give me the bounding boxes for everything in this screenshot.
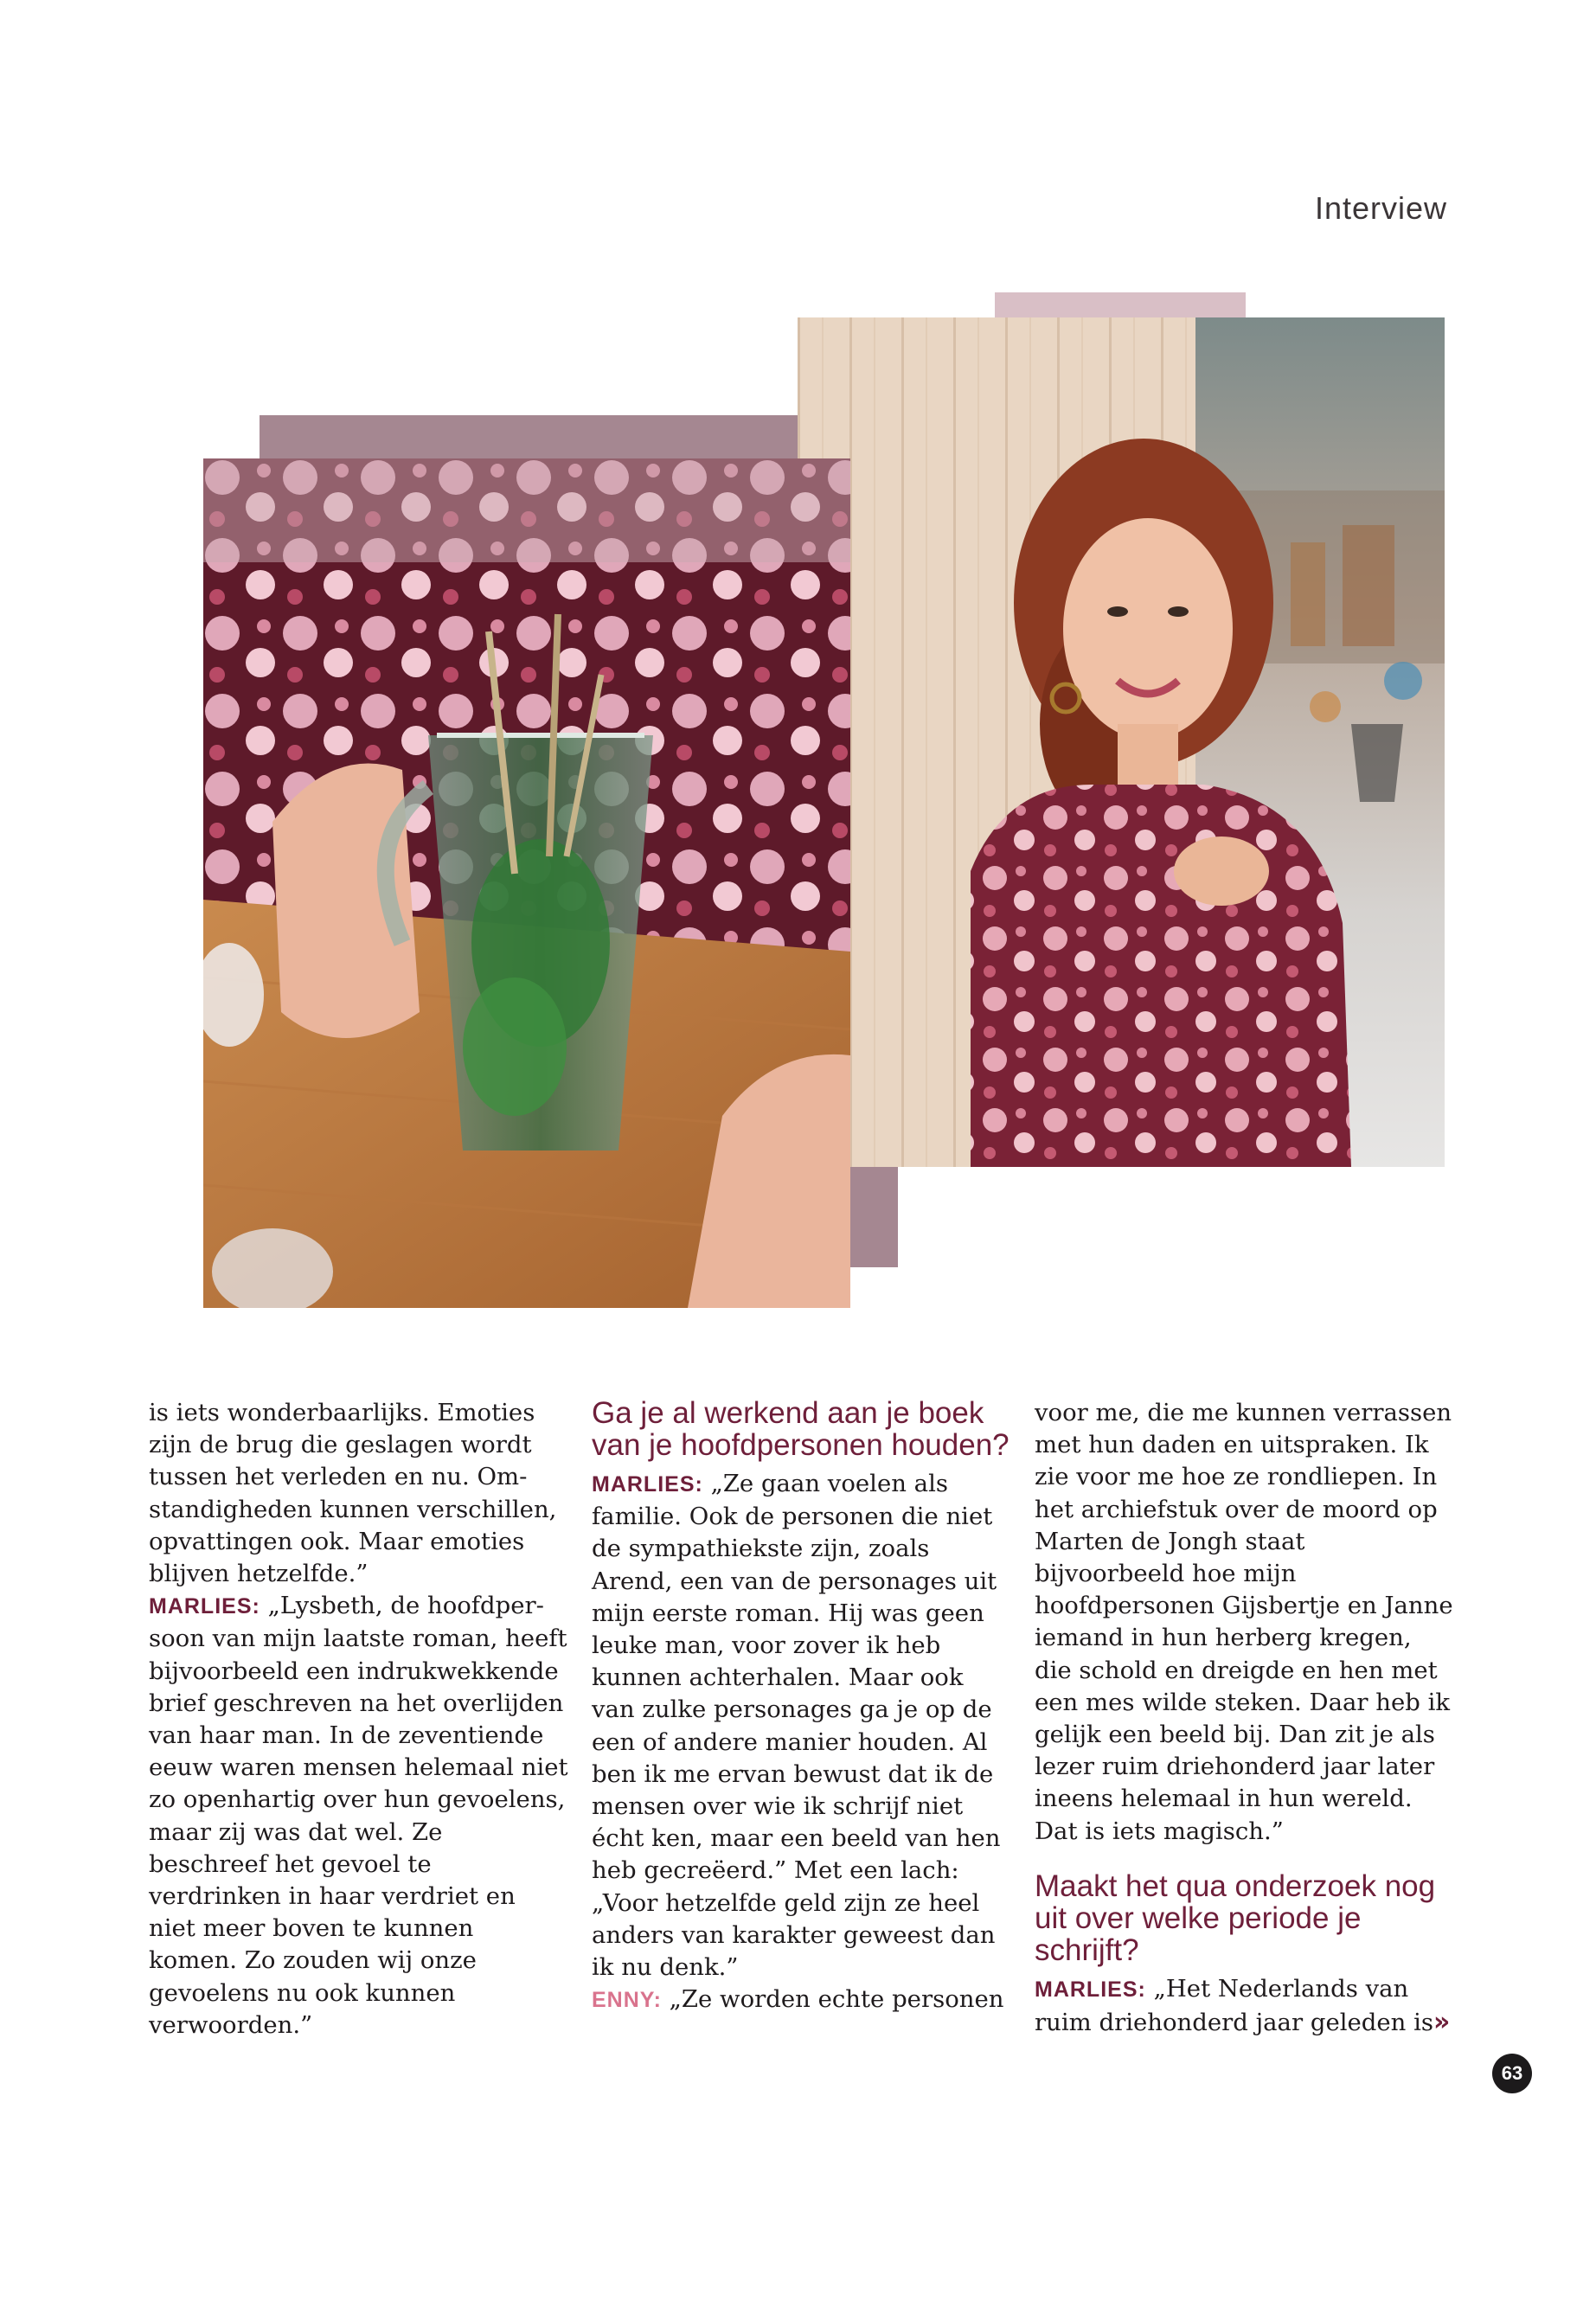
author-portrait-photo — [798, 317, 1445, 1167]
paragraph: voor me, die me kunnen verrassen met hun daden en uitspraken. Ik zie voor me hoe ze rondliepen. In het archiefstuk over de moord op Marten de Jongh staat bijvoorbeeld hoe mijn hoofdpersonen Gijsbertje en Janne iemand in hun herberg kregen, die schold en dreigde en hen met een mes wilde steken. Daar heb ik gelijk een beeld bij. Dan zit je als lezer ruim driehonderd jaar later ineens helemaal in hun wereld. Dat is iets magisch.” — [1035, 1399, 1453, 1845]
paragraph — [592, 1468, 1011, 1984]
question-heading: Maakt het qua onderzoek nog uit over welke periode je schrijft? — [1035, 1868, 1436, 1967]
paragraph-text: „Het Nederlands van ruim driehonderd jaar geleden is — [1035, 1974, 1434, 2037]
section-label: Interview — [1314, 190, 1447, 226]
paragraph-text: „Ze gaan voelen als familie. Ook de personen die niet de sympathiekste zijn, zoals Arend, een van de personages uit mijn eerste roman. Hij was geen leuke man, voor zover ik heb kunnen achterhalen. Maar ook van zulke personages ga je op de een of andere manier houden. Al ben ik me ervan bewust dat ik de mensen over wie ik schrijf niet écht ken, maar een beeld van hen heb gecreëerd.” Met een lach: „Voor hetzelfde geld zijn ze heel anders van karakter geweest dan ik nu denk.” — [592, 1470, 1001, 1982]
paragraph: is iets wonderbaarlijks. Emoties zijn de brug die geslagen wordt tussen het verleden en nu. Omstandigheden kunnen verschillen, opvattingen ook. Maar emoties blijven hetzelfde.” — [149, 1399, 557, 1588]
speaker-label: ENNY: — [592, 1988, 662, 2013]
speaker-label: MARLIES: — [149, 1594, 260, 1619]
page-number: 63 — [1492, 2054, 1532, 2093]
paragraph — [149, 1590, 568, 2041]
paragraph — [1035, 1973, 1454, 2039]
speaker-label: MARLIES: — [592, 1472, 703, 1497]
text-column-1 — [149, 1397, 568, 2041]
speaker-label: MARLIES: — [1035, 1977, 1146, 2002]
text-column-2 — [592, 1397, 1011, 2016]
paragraph-text: „Ze worden echte personen — [661, 1985, 1004, 2014]
tea-glass-photo — [203, 458, 850, 1308]
paragraph — [592, 1984, 1011, 2016]
text-column-3 — [1035, 1397, 1454, 2039]
question-heading: Ga je al werkend aan je boek van je hoofdpersonen houden? — [592, 1396, 1010, 1462]
continue-arrow-icon: » — [1433, 2007, 1451, 2038]
paragraph-text: „Lysbeth, de hoofdpersoon van mijn laatste roman, heeft bijvoorbeeld een indrukwekkende brief geschreven na het overlijden van haar man. In de zeventiende eeuw waren mensen helemaal niet zo openhartig over hun gevoelens, maar zij was dat wel. Ze beschreef het gevoel te verdrinken in haar verdriet en niet meer boven te kunnen komen. Zo zouden wij onze gevoelens nu ook kunnen verwoorden.” — [149, 1592, 568, 2039]
